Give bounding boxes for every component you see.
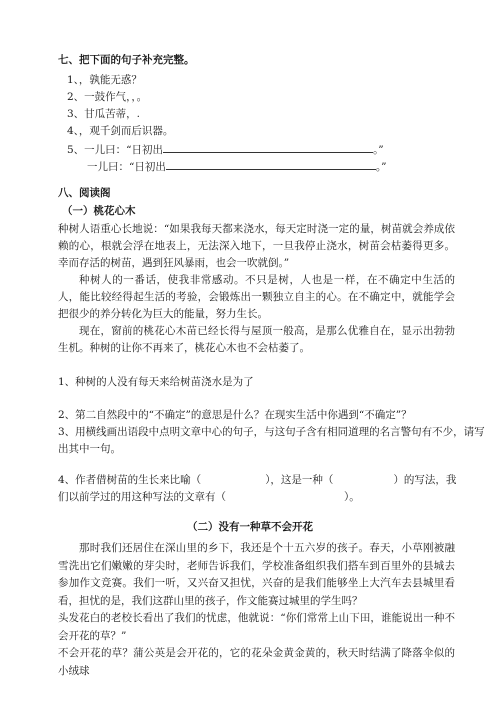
section-8-title: 八、阅读阁 <box>58 187 111 199</box>
passage-paragraph: 不会开花的草？蒲公英是会开花的，它的花朵金黄金黄的，秋天时结满了降落伞似的小绒球 <box>58 647 455 677</box>
item-5-prefix: 5、一儿曰：“日初出 <box>67 144 164 156</box>
section-7-item-1: 1、，孰能无惑？ <box>67 74 142 86</box>
question-4-part-a: 4、作者借树苗的生长来比喻（ <box>58 474 202 486</box>
question-4-line-2 <box>58 490 360 505</box>
section-7-item-4: 4、，观千剑而后识器。 <box>67 125 174 137</box>
answer-blank[interactable] <box>163 141 373 153</box>
section-7-title: 七、把下面的句子补充完整。 <box>58 54 195 66</box>
passage-paragraph: 那时我们还居住在深山里的乡下，我还是个十五六岁的孩子。春天，小草刚被融雪洗出它们嫩嫩的芽尖时，老师告诉我们，学校准备组织我们搭车到百里外的县城去参加作文竞赛。我们一听，又兴奋又担忧，兴奋的是我们能够坐上大汽车去县城里看看，担忧的是，我们这群山里的孩子，作文能赛过城里的学生吗？ <box>58 542 455 607</box>
part-2-title: （二）没有一种草不会开花 <box>187 521 313 533</box>
section-7-item-5b <box>87 158 387 175</box>
question-4-part-d: 们以前学过的用这种写法的文章有（ <box>58 491 226 503</box>
passage-paragraph: 种树人的一番话，使我非常感动。不只是树，人也是一样，在不确定中生活的人，能比较经得起生活的考验，会锻炼出一颗独立自主的心。在不确定中，就能学会把很少的养分转化为巨大的能量，努力生长。 <box>58 274 455 320</box>
question-3-line-2: 出其中一句。 <box>58 443 121 455</box>
part-1-title: （一）桃花心木 <box>62 205 136 217</box>
part-2-passage <box>58 540 455 680</box>
item-5-suffix: 。” <box>373 144 384 156</box>
section-7-item-2: 2、一鼓作气，，。 <box>67 91 148 103</box>
question-4-part-b: ），这是一种（ <box>265 474 334 486</box>
question-2: 2、第二自然段中的“不确定”的意思是什么？在现实生活中你遇到“不确定”？ <box>58 409 412 421</box>
passage-paragraph: 头发花白的老校长看出了我们的忧虑，他就说：“你们常常上山下田，谁能说出一种不会开花的草？” <box>58 612 455 642</box>
question-4-line-1 <box>58 473 456 488</box>
question-4-part-c: ）的写法，我 <box>393 474 457 486</box>
part-1-passage <box>58 221 455 357</box>
answer-blank[interactable] <box>166 158 376 170</box>
question-3-line-1: 3、用横线画出语段中点明文章中心的句子，与这句子含有相同道理的名言警句有不少，请写 <box>58 426 485 438</box>
passage-paragraph: 种树人语重心长地说：“如果我每天都来浇水，每天定时浇一定的量，树苗就会养成依赖的心，根就会浮在地表上，无法深入地下，一旦我停止浇水，树苗会枯萎得更多。幸而存活的树苗，遇到狂风暴雨，也会一吹就倒。” <box>58 223 455 269</box>
section-7-item-3: 3、甘瓜苦蒂，. <box>67 108 141 120</box>
item-5b-prefix: 一儿曰：“日初出 <box>87 161 166 173</box>
item-5b-suffix: 。” <box>375 161 387 173</box>
question-4-part-e: ）。 <box>344 491 360 503</box>
question-1: 1、种树的人没有每天来给树苗浇水是为了 <box>58 376 254 388</box>
section-7-item-5 <box>67 141 384 158</box>
passage-paragraph: 现在，窗前的桃花心木苗已经长得与屋顶一般高，是那么优雅自在，显示出勃勃生机。种树的让你不再来了，桃花心木也不会枯萎了。 <box>58 325 455 354</box>
